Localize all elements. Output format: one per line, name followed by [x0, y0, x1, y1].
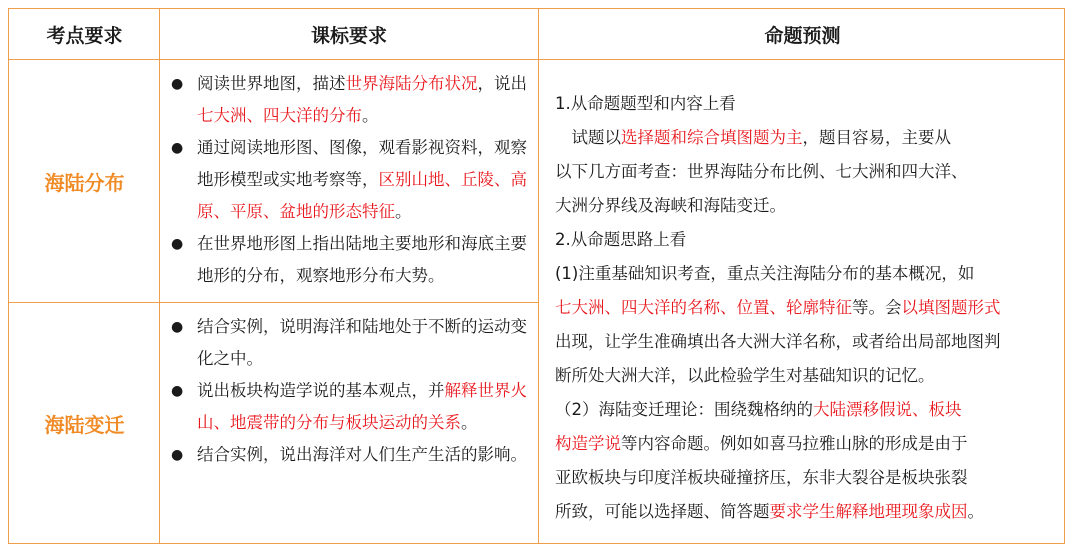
prediction-line: [555, 495, 1067, 529]
topic-land-sea-change: 海陆变迁: [44, 412, 125, 437]
body-text: 说出板块构造学说的基本观点，并: [197, 381, 445, 400]
body-text: 。: [967, 502, 984, 521]
header-divider: [9, 59, 1064, 60]
bullet-item: [171, 68, 536, 132]
body-text: ，题目容易，主要从: [802, 128, 951, 147]
highlight-text: 以填图题形式: [901, 298, 1001, 317]
bullet-item: [171, 311, 536, 375]
prediction-line: [555, 461, 1067, 495]
bullet-dot-icon: ●: [171, 319, 184, 335]
highlight-text: 解释世界火山、地震带的分布与板块运动的关系: [197, 381, 527, 432]
bullet-dot-icon: ●: [171, 447, 184, 463]
prediction-line: [555, 393, 1067, 427]
bullet-item: [171, 132, 536, 228]
bullet-dot-icon: ●: [171, 383, 184, 399]
body-text: 通过阅读地形图、图像，观看影视资料，观察地形模型或实地考察等，: [197, 138, 527, 189]
prediction-line: [555, 121, 1067, 155]
highlight-text: 构造学说: [555, 434, 621, 453]
exam-table: [8, 8, 1065, 544]
curriculum-list-1: [171, 68, 536, 292]
body-text: 试题以: [555, 128, 621, 147]
column-divider: [538, 9, 539, 543]
prediction-line: [555, 155, 1067, 189]
highlight-text: 世界海陆分布状况: [345, 74, 478, 93]
body-text: (1)注重基础知识考查，重点关注海陆分布的基本概况，如: [555, 264, 975, 283]
highlight-text: 大陆漂移假说、板块: [813, 400, 962, 419]
prediction-line: [555, 223, 1067, 257]
prediction-text: [555, 87, 1067, 529]
header-exam-point: 考点要求: [46, 24, 123, 47]
highlight-text: 七大洲、四大洋的名称、位置、轮廓特征: [555, 298, 852, 317]
body-text: 亚欧板块与印度洋板块碰撞挤压，东非大裂谷是板块张裂: [555, 468, 968, 487]
bullet-dot-icon: ●: [171, 236, 184, 252]
body-text: 结合实例，说出海洋对人们生产生活的影响。: [197, 445, 527, 464]
prediction-line: [555, 427, 1067, 461]
bullet-item: [171, 228, 536, 292]
body-text: 在世界地形图上指出陆地主要地形和海底主要地形的分布，观察地形分布大势。: [197, 234, 527, 285]
body-text: （2）海陆变迁理论：围绕魏格纳的: [555, 400, 813, 419]
header-curriculum: 课标要求: [310, 24, 387, 47]
bullet-item: [171, 439, 536, 471]
body-text: 断所处大洲大洋，以此检验学生对基础知识的记忆。: [555, 366, 935, 385]
body-text: 阅读世界地图，描述: [197, 74, 346, 93]
body-text: 等内容命题。例如如喜马拉雅山脉的形成是由于: [621, 434, 968, 453]
prediction-line: [555, 325, 1067, 359]
highlight-text: 区别山地、丘陵、高原、平原、盆地的形态特征: [197, 170, 527, 221]
body-text: 1.从命题题型和内容上看: [555, 94, 736, 113]
highlight-text: 选择题和综合填图题为主: [621, 128, 803, 147]
body-text: 2.从命题思路上看: [555, 230, 687, 249]
body-text: 所致，可能以选择题、简答题: [555, 502, 770, 521]
curriculum-list-2: [171, 311, 536, 471]
bullet-dot-icon: ●: [171, 140, 184, 156]
body-text: 。: [362, 106, 379, 125]
row-divider: [159, 302, 539, 303]
body-text: 出现，让学生准确填出各大洲大洋名称，或者给出局部地图判: [555, 332, 1001, 351]
topic-land-sea-distribution: 海陆分布: [44, 170, 125, 195]
body-text: 。: [461, 413, 478, 432]
prediction-line: [555, 291, 1067, 325]
body-text: ，说出: [477, 74, 527, 93]
highlight-text: 要求学生解释地理现象成因: [769, 502, 968, 521]
body-text: 结合实例，说明海洋和陆地处于不断的运动变化之中。: [197, 317, 527, 368]
prediction-line: [555, 87, 1067, 121]
bullet-dot-icon: ●: [171, 76, 184, 92]
header-prediction: 命题预测: [764, 24, 841, 47]
bullet-item: [171, 375, 536, 439]
prediction-line: [555, 257, 1067, 291]
prediction-line: [555, 189, 1067, 223]
highlight-text: 七大洲、四大洋的分布: [197, 106, 362, 125]
body-text: 大洲分界线及海峡和海陆变迁。: [555, 196, 786, 215]
body-text: 。: [395, 202, 412, 221]
body-text: 以下几方面考查：世界海陆分布比例、七大洲和四大洋、: [555, 162, 968, 181]
body-text: 等。会: [852, 298, 902, 317]
prediction-line: [555, 359, 1067, 393]
